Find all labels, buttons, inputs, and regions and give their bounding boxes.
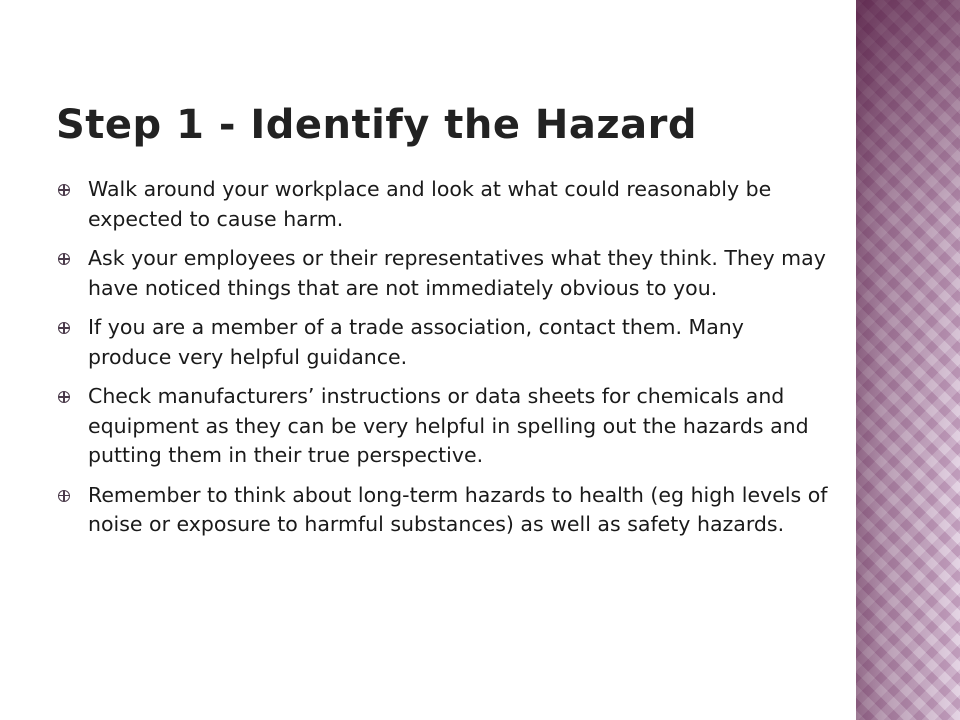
circled-plus-icon [58,253,70,265]
bullet-text: Ask your employees or their representatives what they think. They may have noticed things that are not immediately obvious to you. [88,246,826,300]
decorative-side-panel [853,0,960,720]
bullet-item [58,244,833,303]
bullet-item [58,481,833,540]
bullet-text: Walk around your workplace and look at what could reasonably be expected to cause harm. [88,177,772,231]
circled-plus-icon [58,490,70,502]
bullet-item [58,382,833,471]
side-panel-edge [853,0,856,720]
bullet-text: Check manufacturers’ instructions or data sheets for chemicals and equipment as they can be very helpful in spelling out the hazards and putting them in their true perspective. [88,384,809,467]
circled-plus-icon [58,391,70,403]
circled-plus-icon [58,322,70,334]
circled-plus-icon [58,184,70,196]
bullet-list [58,175,833,550]
slide-title: Step 1 - Identify the Hazard [56,102,698,148]
bullet-text: If you are a member of a trade association, contact them. Many produce very helpful guidance. [88,315,744,369]
bullet-item [58,313,833,372]
bullet-text: Remember to think about long-term hazards to health (eg high levels of noise or exposure to harmful substances) as well as safety hazards. [88,482,828,536]
bullet-item [58,175,833,234]
